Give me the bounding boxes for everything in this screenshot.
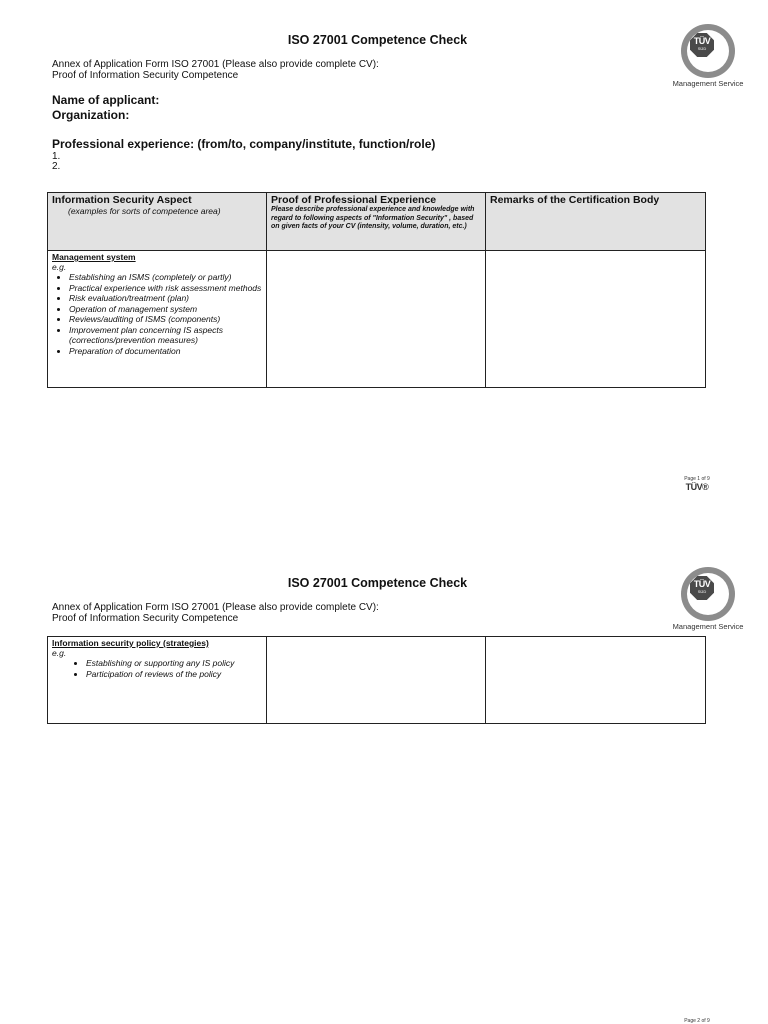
list-item: • Practical experience with risk assessment methods — [69, 283, 262, 294]
remarks-cell[interactable] — [486, 251, 706, 388]
experience-list — [52, 152, 60, 172]
table-row — [48, 637, 706, 724]
proof-cell[interactable] — [267, 251, 486, 388]
section-title: Information security policy (strategies) — [52, 638, 209, 648]
applicant-fields — [52, 93, 159, 123]
organization-label: Organization: — [52, 108, 130, 122]
header-proof-of-experience: Proof of Professional Experience Please describe professional experience and knowledge with regard to following aspects of "Information Security" , based on given facts of your CV (intensity, volume, duration, etc.) — [267, 193, 486, 251]
list-item: • Preparation of documentation — [69, 346, 262, 357]
list-item: • Operation of management system — [69, 304, 262, 315]
page-title: ISO 27001 Competence Check — [287, 33, 468, 47]
competence-table — [47, 636, 706, 724]
table-header-row — [48, 193, 706, 251]
annex-text: Annex of Application Form ISO 27001 (Please also provide complete CV): Proof of Information Security Competence — [52, 59, 379, 81]
management-service-label: Management Service — [672, 622, 744, 631]
remarks-cell[interactable] — [486, 637, 706, 724]
experience-item: 1. — [52, 151, 61, 162]
table-row — [48, 251, 706, 388]
tuv-logo — [668, 567, 748, 631]
annex-text: Annex of Application Form ISO 27001 (Please also provide complete CV): Proof of Information Security Competence — [52, 602, 379, 624]
page-title: ISO 27001 Competence Check — [287, 576, 468, 590]
aspect-cell: Management system e.g. • Establishing an ISMS (completely or partly) • Practical experience with risk assessment methods • Risk evaluation/treatment (plan) • Operation of management system • Reviews/auditing of ISMS (components) • Improvement plan concerning IS aspects (corrections/prevention measures) • Preparation of documentation — [48, 251, 267, 388]
page-footer — [682, 476, 712, 492]
proof-cell[interactable] — [267, 637, 486, 724]
aspect-list — [52, 272, 262, 356]
experience-item: 2. — [52, 161, 61, 172]
tuv-badge-icon: TÜV SÜD — [681, 24, 735, 78]
aspect-list — [52, 658, 262, 679]
name-of-applicant-label: Name of applicant: — [52, 93, 160, 107]
tuv-badge-icon: TÜV SÜD — [681, 567, 735, 621]
page-2 — [0, 544, 768, 1024]
list-item: • Establishing or supporting any IS policy — [86, 658, 262, 669]
header-information-security-aspect: Information Security Aspect (examples for sorts of competence area) — [48, 193, 267, 251]
page-number: Page 1 of 9 — [684, 476, 710, 482]
page-number: Page 2 of 9 — [684, 1018, 710, 1024]
aspect-cell: Information security policy (strategies) e.g. • Establishing or supporting any IS policy • Participation of reviews of the policy — [48, 637, 267, 724]
list-item: • Participation of reviews of the policy — [86, 669, 262, 680]
header-remarks: Remarks of the Certification Body — [486, 193, 706, 251]
list-item: • Reviews/auditing of ISMS (components) — [69, 314, 262, 325]
tuv-mark-icon: TÜV® — [685, 482, 709, 492]
competence-table — [47, 192, 706, 388]
experience-label: Professional experience: (from/to, company/institute, function/role) — [52, 137, 436, 151]
page-footer — [682, 1018, 712, 1024]
management-service-label: Management Service — [672, 79, 744, 88]
section-title: Management system — [52, 252, 136, 262]
list-item: • Establishing an ISMS (completely or partly) — [69, 272, 262, 283]
list-item: • Improvement plan concerning IS aspects (corrections/prevention measures) — [69, 325, 262, 346]
tuv-logo — [668, 24, 748, 88]
list-item: • Risk evaluation/treatment (plan) — [69, 293, 262, 304]
